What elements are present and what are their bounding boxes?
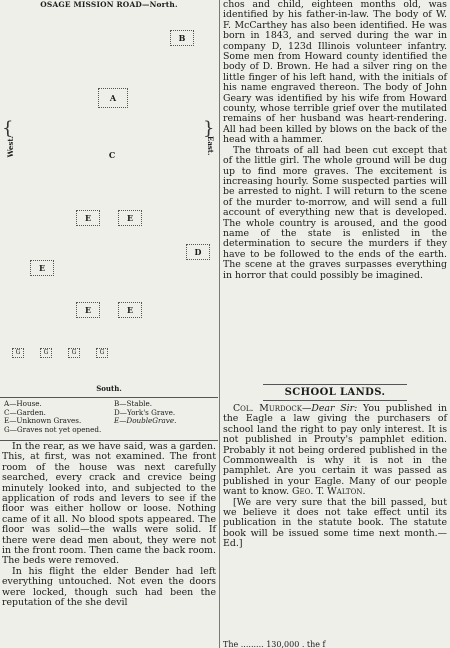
editor-note: [We are very sure that the bill passed, but we believe it does not take effect until its publication in the statute book. The statute book will be issued some time next month.—Ed.] xyxy=(223,496,447,550)
left-paragraph-1: In the rear, as we have said, was a garden. This, at first, was not examined. The front room of the house was next carefully searched, every crack and crevice being minutely looked into, and subjected to the application of rods and levers to see if the floor was either hollow or loose. Nothing came of it all. No blood spots appeared. The floor was solid—the walls were solid. If there were dead men about, they were not in the front room. Then came the back room. The beds were removed. xyxy=(2,441,216,567)
letter-salutation: —Dear Sir: xyxy=(301,403,358,414)
west-brace: { xyxy=(2,118,14,139)
left-article-body xyxy=(2,442,216,609)
south-label: South. xyxy=(96,384,122,393)
right-column xyxy=(223,0,447,648)
column-rule xyxy=(219,0,220,648)
headline-rule-bottom xyxy=(263,400,407,401)
map-label-e5: E xyxy=(126,305,134,315)
map-label-d: D xyxy=(194,247,202,257)
legend-garden: C—Garden. xyxy=(4,407,46,417)
legend-unknown-graves: E—Unknown Graves. xyxy=(4,416,82,426)
grave-mark-3: G xyxy=(71,349,77,356)
map-label-e2: E xyxy=(126,213,134,223)
grave-mark-1: G xyxy=(15,349,21,356)
farm-map xyxy=(0,12,218,393)
school-lands-letter xyxy=(223,404,447,550)
legend-top-rule xyxy=(0,397,218,398)
letter-addressee: Col. Murdock xyxy=(233,403,302,414)
grave-mark-4: G xyxy=(99,349,105,356)
map-label-c: C xyxy=(108,150,116,160)
map-label-e1: E xyxy=(84,213,92,223)
legend-unopened-graves: G—Graves not yet opened. xyxy=(4,424,102,434)
map-label-e3: E xyxy=(38,263,46,273)
map-legend xyxy=(4,400,216,434)
legend-double-grave: E—DoubleGrave. xyxy=(114,416,177,426)
west-label: West. xyxy=(6,136,15,158)
legend-york-grave: D—York's Grave. xyxy=(114,407,176,417)
map-label-b: B xyxy=(178,33,186,43)
right-paragraph-2: The throats of all had been cut except that of the little girl. The whole ground will be dug up to find more graves. The excitement is increasing hourly. Some suspected parties will be arrested to night. I will return to the scene of the murder to-morrow, and will send a full account of everything new that is developed. The whole country is aroused, and the good name of the state is enlisted in the determination to secure the murders if they have to be followed to the ends of the earth. The scene at the graves surpasses everything in horror that could possibly be imagined. xyxy=(223,144,447,281)
letter-body: You published in the Eagle a law giving the purchasers of school land the right to pay only interest. It is not published in Prouty's pamphlet edition. Probably it not being ordered published in the Commonwealth is why it is not in the pamphlet. Are you certain it was passed as published in your Eagle. Many of our people want to know. xyxy=(223,403,447,498)
legend-house: A—House. xyxy=(4,399,42,408)
map-title: OSAGE MISSION ROAD—North. xyxy=(40,0,178,9)
right-paragraph-1: chos and child, eighteen months old, was identified by his father-in-law. The body of W. F. McCarthey has also been identified. He was born in 1843, and served during the war in company D, 123d Illinois volunteer infantry. Some men from Howard county identified the body of D. Brown. He had a silver ring on the little finger of his left hand, with the initials of his name engraved thereon. The body of John Geary was identified by his wife from Howard county, whose terrible grief over the mutilated remains of her husband was heart-rendering. All had been killed by blows on the back of the head with a hammer. xyxy=(223,0,447,146)
east-brace: } xyxy=(203,118,215,139)
right-article-body xyxy=(223,0,447,281)
legend-stable: B—Stable. xyxy=(114,399,153,408)
grave-mark-2: G xyxy=(43,349,49,356)
letter-paragraph xyxy=(223,404,447,498)
cut-off-line: The ......... 130,000 . the f xyxy=(223,640,326,648)
school-lands-headline: SCHOOL LANDS. xyxy=(284,387,386,398)
letter-signature: Geo. T. Walton. xyxy=(292,486,366,498)
left-column xyxy=(0,0,218,648)
map-label-e4: E xyxy=(84,305,92,315)
east-label: East. xyxy=(206,136,215,156)
headline-rule-top xyxy=(263,384,407,385)
left-paragraph-2: In his flight the elder Bender had left everything untouched. Not even the doors were locked, though such had been the reputation of the she devil xyxy=(2,565,216,609)
school-lands-header xyxy=(223,382,447,403)
map-label-a: A xyxy=(109,93,117,103)
